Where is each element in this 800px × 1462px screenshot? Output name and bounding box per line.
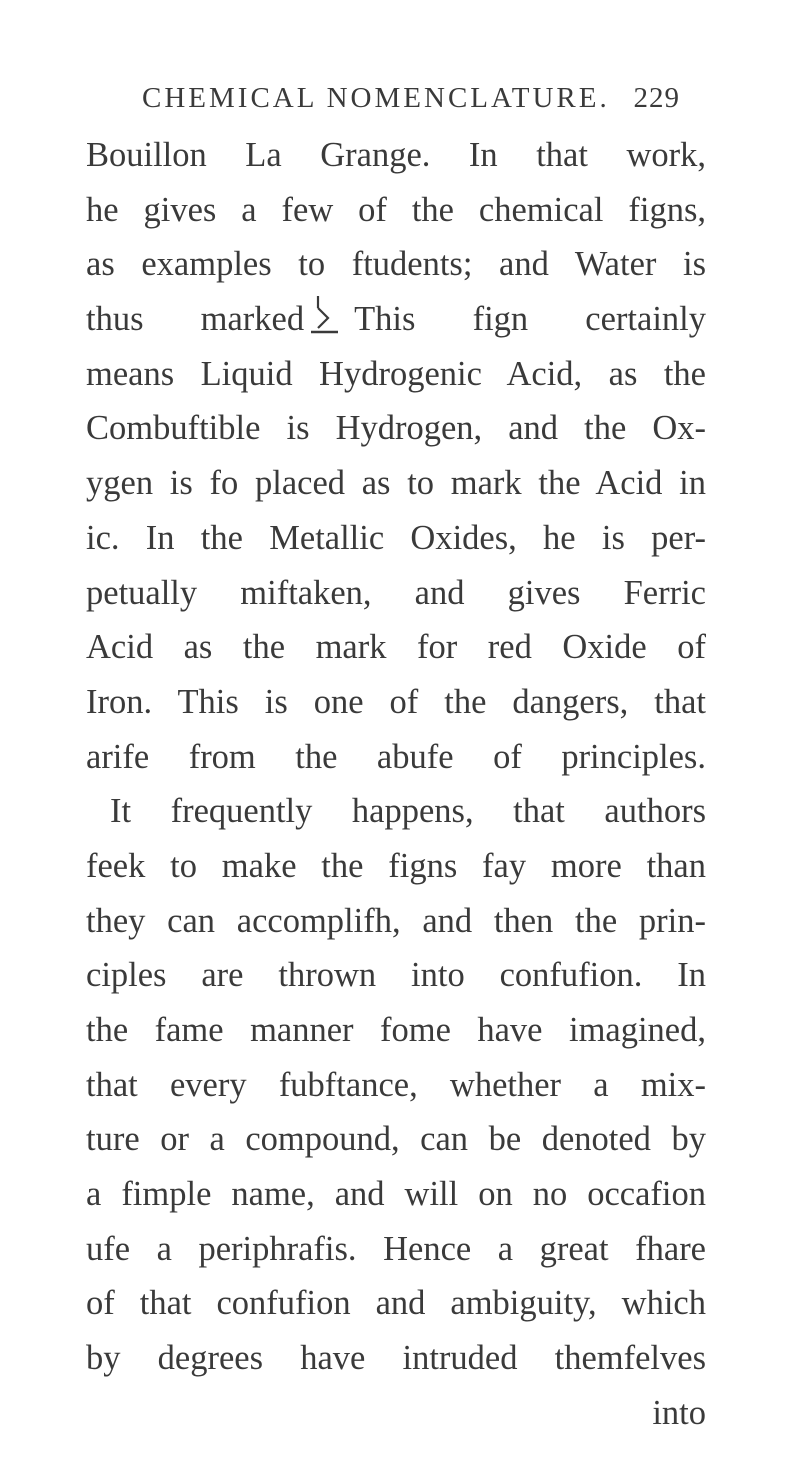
text-line-17: the fame manner fome have imagined, xyxy=(86,1011,706,1049)
text-line-18: that every fubftance, whether a mix- xyxy=(86,1065,706,1104)
text-line-23: by degrees have intruded themfelves xyxy=(86,1339,706,1378)
text-line-12: arife from the abufe of principles. xyxy=(86,737,706,776)
text-line-13: It frequently happens, that authors xyxy=(110,792,706,831)
water-sign-icon xyxy=(310,294,340,334)
text-line-21: ufe a periphrafis. Hence a great fhare xyxy=(86,1229,706,1268)
running-head: CHEMICAL NOMENCLATURE. xyxy=(142,82,610,114)
catchword: into xyxy=(652,1393,706,1432)
text-line-6: Combuftible is Hydrogen, and the Ox- xyxy=(86,409,706,448)
text-line-11: Iron. This is one of the dangers, that xyxy=(86,682,706,721)
page-header xyxy=(110,82,680,122)
text-line-1: Bouillon La Grange. In that work, xyxy=(86,136,706,174)
body-text xyxy=(86,128,706,1441)
text-line-20: a fimple name, and will on no occafion xyxy=(86,1175,706,1214)
text-line-19: ture or a compound, can be denoted by xyxy=(86,1120,706,1159)
text-line-10: Acid as the mark for red Oxide of xyxy=(86,628,706,667)
text-line-2: he gives a few of the chemical figns, xyxy=(86,190,706,229)
text-line-9: petually miftaken, and gives Ferric xyxy=(86,573,706,612)
text-line-22: of that confufion and ambiguity, which xyxy=(86,1284,706,1323)
text-line-4 xyxy=(86,292,706,347)
text-line-3: as examples to ftudents; and Water is xyxy=(86,245,706,284)
text-line-16: ciples are thrown into confufion. In xyxy=(86,956,706,995)
text-line-15: they can accomplifh, and then the prin- xyxy=(86,901,706,940)
page-number: 229 xyxy=(633,82,680,114)
text-line-14: feek to make the figns fay more than xyxy=(86,846,706,885)
text-line-4b: This fign certainly xyxy=(354,300,706,339)
text-line-7: ygen is fo placed as to mark the Acid in xyxy=(86,464,706,503)
text-line-8: ic. In the Metallic Oxides, he is per- xyxy=(86,518,706,557)
text-line-5: means Liquid Hydrogenic Acid, as the xyxy=(86,354,706,393)
text-line-4a: thus marked xyxy=(86,300,305,339)
